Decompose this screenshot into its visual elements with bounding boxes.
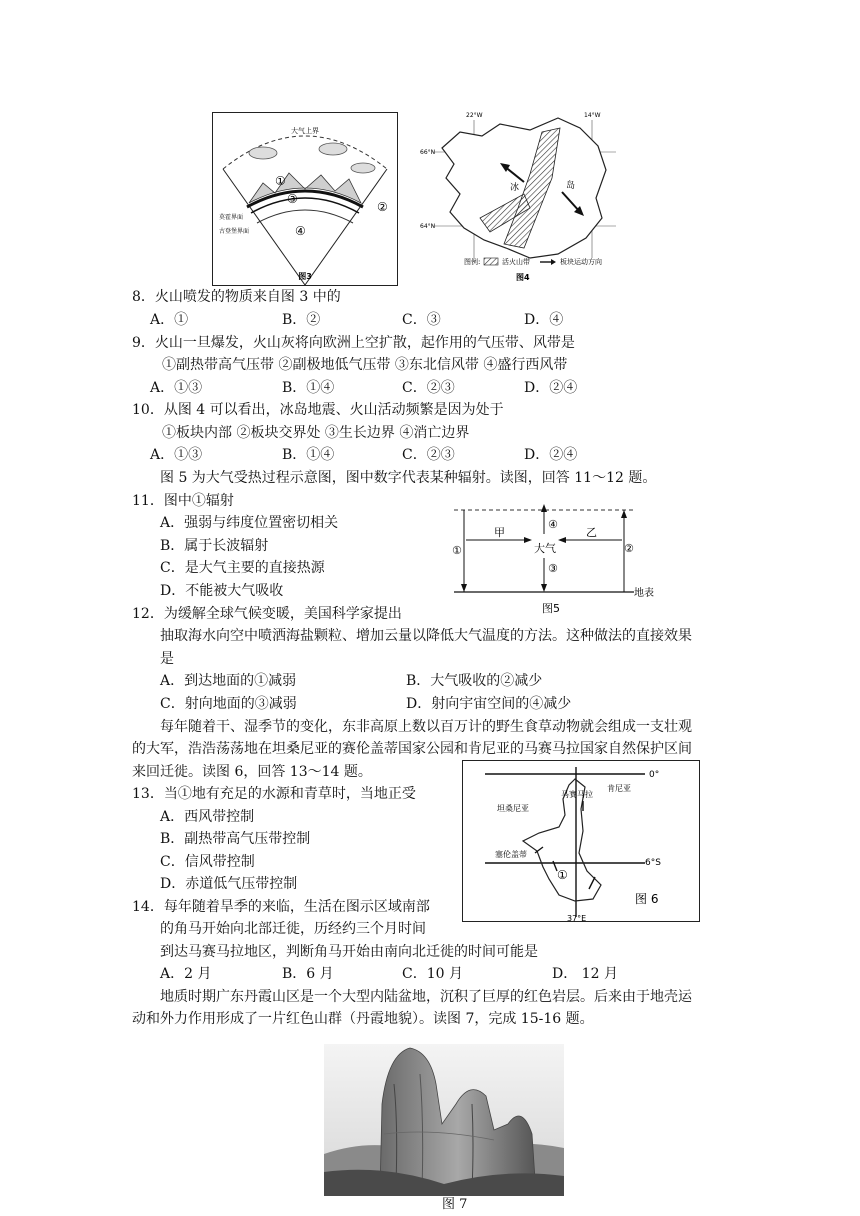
q9-sub: ①副热带高气压带 ②副极地低气压带 ③东北信风带 ④盛行西风带 (162, 357, 568, 373)
q12-option-b: B．大气吸收的②减少 (406, 673, 543, 689)
figure-5-diagram (448, 500, 684, 616)
q10-option-b: B．①④ (282, 447, 335, 463)
q12-stem-line1: 12．为缓解全球气候变暖，美国科学家提出 (132, 606, 402, 622)
fig4-lon-22w: 22°W (466, 112, 483, 119)
q10-sub: ①板块内部 ②板块交界处 ③生长边界 ④消亡边界 (162, 425, 470, 441)
q11-option-b: B．属于长波辐射 (160, 538, 269, 554)
q14-stem-line3: 到达马赛马拉地区，判断角马开始由南向北迁徙的时间可能是 (160, 944, 538, 960)
figure-3-diagram (213, 113, 397, 285)
fig5-num-1: ① (452, 544, 462, 557)
q13-option-c: C．信风带控制 (160, 854, 255, 870)
intro-fig6-line2: 的大军，浩浩荡荡地在坦桑尼亚的赛伦盖蒂国家公园和肯尼亚的马赛马拉国家自然保护区间 (132, 741, 692, 757)
q9-option-b: B．①④ (282, 380, 335, 396)
fig3-upper-label: 大气上界 (291, 127, 319, 135)
q13-option-a: A．西风带控制 (160, 809, 255, 825)
q14-stem-line1: 14．每年随着旱季的来临，生活在图示区域南部 (132, 899, 430, 915)
intro-fig7-line2: 动和外力作用形成了一片红色山群（丹霞地貌）。读图 7，完成 15-16 题。 (132, 1011, 594, 1027)
fig7-caption: 图 7 (442, 1197, 468, 1212)
fig3-num-2: ② (377, 200, 388, 214)
figure-3 (212, 112, 398, 286)
fig3-moho-label: 莫霍界面 (219, 214, 244, 221)
q13-stem: 13．当①地有充足的水源和青草时，当地正受 (132, 786, 416, 802)
q8-stem: 8．火山喷发的物质来自图 3 中的 (132, 289, 341, 305)
fig5-atmosphere: 大气 (534, 542, 556, 555)
intro-fig6-line3: 来回迁徙。读图 6，回答 13～14 题。 (132, 764, 372, 780)
danxia-landform-image (324, 1044, 564, 1196)
fig4-lat-64n: 64°N (420, 223, 436, 230)
fig4-legend-volcano: 活火山带 (502, 258, 530, 266)
q11-option-d: D．不能被大气吸收 (160, 583, 284, 599)
fig5-num-4: ④ (548, 518, 558, 531)
fig4-caption: 图4 (516, 273, 530, 282)
q12-option-a: A．到达地面的①减弱 (160, 673, 297, 689)
q10-stem: 10．从图 4 可以看出，冰岛地震、火山活动频繁是因为处于 (132, 402, 504, 418)
q8-option-b: B．② (282, 312, 321, 328)
q14-option-d: D． 12 月 (552, 966, 618, 982)
q11-option-c: C．是大气主要的直接热源 (160, 560, 325, 576)
fig3-caption: 图3 (298, 272, 312, 281)
q12-stem-line2: 抽取海水向空中喷洒海盐颗粒、增加云量以降低大气温度的方法。这种做法的直接效果 (160, 628, 692, 644)
q12-option-c: C．射向地面的③减弱 (160, 696, 297, 712)
figure-7-photo (324, 1044, 564, 1196)
fig4-legend-volcano-swatch (484, 258, 498, 265)
intro-fig6-line1: 每年随着干、湿季节的变化，东非高原上数以百万计的野生食草动物就会组成一支壮观 (160, 719, 692, 735)
q12-option-d: D．射向宇宙空间的④减少 (406, 696, 572, 712)
q9-option-a: A．①③ (150, 380, 203, 396)
fig3-num-3: ③ (287, 192, 298, 206)
fig6-lat-0: 0° (649, 770, 660, 780)
q10-option-c: C．②③ (402, 447, 455, 463)
intro-fig7-line1: 地质时期广东丹霞山区是一个大型内陆盆地，沉积了巨厚的红色岩层。后来由于地壳运 (160, 989, 692, 1005)
fig5-num-3: ③ (548, 562, 558, 575)
figure-5 (448, 500, 684, 616)
q11-option-a: A．强弱与纬度位置密切相关 (160, 515, 339, 531)
fig6-serengeti: 塞伦盖蒂 (495, 850, 527, 859)
fig6-kenya: 肯尼亚 (607, 784, 631, 793)
q13-option-b: B．副热带高气压带控制 (160, 831, 311, 847)
fig5-jia: 甲 (494, 526, 505, 539)
q14-stem-line2: 的角马开始向北部迁徙，历经约三个月时间 (160, 921, 426, 937)
fig3-num-1: ① (275, 174, 286, 188)
fig4-legend-prefix: 图例: (464, 258, 481, 266)
fig6-lon-37e: 37°E (567, 914, 587, 921)
q12-stem-line3: 是 (160, 651, 174, 667)
fig6-caption: 图 6 (635, 892, 659, 906)
q13-option-d: D．赤道低气压带控制 (160, 876, 298, 892)
q9-option-c: C．②③ (402, 380, 455, 396)
q14-option-c: C．10 月 (402, 966, 463, 982)
figure-6-map (463, 761, 699, 921)
fig6-num-1: ① (557, 868, 568, 882)
fig5-ground: 地表 (634, 588, 654, 599)
intro-fig5: 图 5 为大气受热过程示意图，图中数字代表某种辐射。读图，回答 11～12 题。 (160, 470, 657, 486)
q9-option-d: D．②④ (524, 380, 578, 396)
fig4-lon-14w: 14°W (584, 112, 601, 119)
fig4-island-char-2: 岛 (566, 181, 576, 191)
fig6-masai-mara: 马赛马拉 (561, 790, 593, 799)
q8-option-c: C．③ (402, 312, 441, 328)
fig5-yi: 乙 (586, 526, 597, 539)
fig5-caption: 图5 (542, 602, 560, 615)
q14-option-a: A．2 月 (160, 966, 212, 982)
q8-option-d: D．④ (524, 312, 564, 328)
fig3-gutenberg-label: 古登堡界面 (219, 228, 250, 235)
figure-4-map (420, 108, 620, 286)
q10-option-d: D．②④ (524, 447, 578, 463)
figure-4 (420, 108, 620, 286)
figure-6 (462, 760, 700, 922)
fig6-tanzania: 坦桑尼亚 (497, 804, 529, 813)
fig3-num-4: ④ (295, 224, 306, 238)
q11-stem: 11．图中①辐射 (132, 493, 234, 509)
q10-option-a: A．①③ (150, 447, 203, 463)
fig4-legend-plate: 板块运动方向 (560, 258, 602, 266)
fig4-island-char-1: 冰 (510, 183, 520, 193)
q14-option-b: B．6 月 (282, 966, 334, 982)
fig5-num-2: ② (624, 542, 634, 555)
q9-stem: 9．火山一旦爆发，火山灰将向欧洲上空扩散，起作用的气压带、风带是 (132, 335, 575, 351)
fig6-lat-6s: 6°S (645, 858, 661, 868)
fig4-lat-66n: 66°N (420, 149, 436, 156)
q8-option-a: A．① (150, 312, 189, 328)
